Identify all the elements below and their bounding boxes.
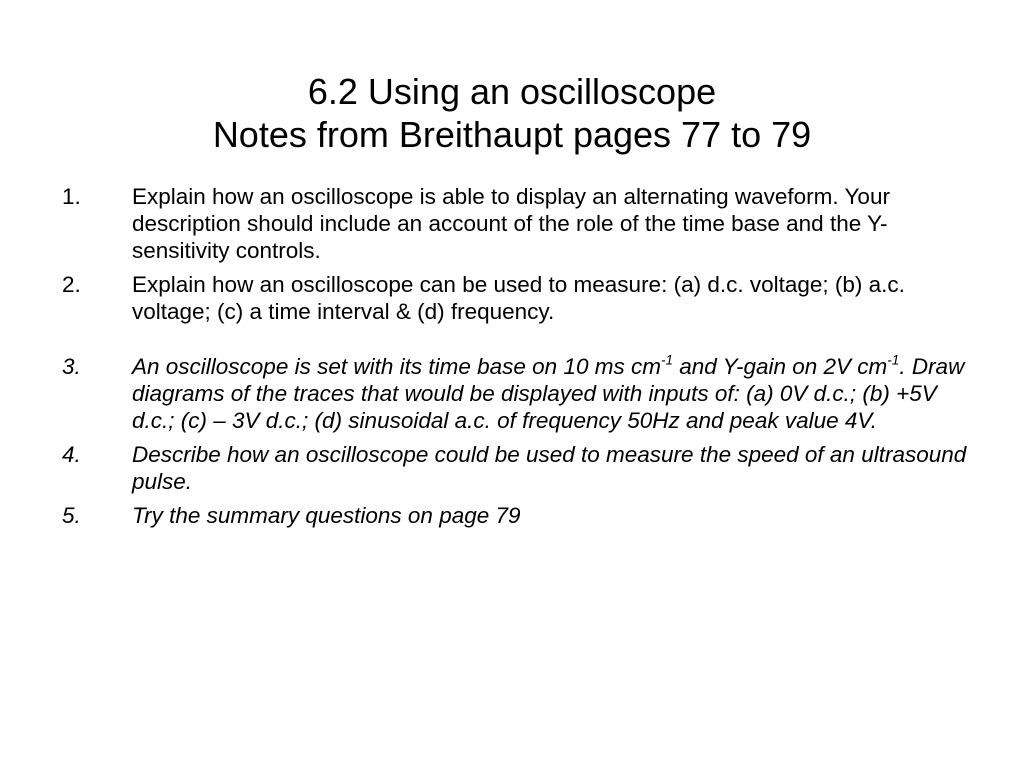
title-line-1: 6.2 Using an oscilloscope bbox=[307, 71, 717, 113]
item-number: 4. bbox=[62, 442, 81, 467]
question-list bbox=[62, 183, 982, 536]
title-line-2: Notes from Breithaupt pages 77 to 79 bbox=[212, 114, 812, 156]
item-number: 2. bbox=[62, 272, 81, 297]
item-number: 5. bbox=[62, 503, 81, 528]
item-text: Explain how an oscilloscope is able to display an alternating waveform. Your description should include an account of the role of the time base and the Y-sensitivity controls. bbox=[132, 184, 890, 263]
list-item-3 bbox=[62, 353, 982, 434]
list-item-4 bbox=[62, 441, 982, 495]
item-text-part: . Draw diagrams of the traces that would be displayed with inputs of: (a) 0V d.c.; (b) +5V d.c.; (c) – 3V d.c.; (d) sinusoidal a.c. of frequency 50Hz and peak value 4V. bbox=[132, 354, 965, 433]
slide-title bbox=[0, 70, 1024, 156]
list-item-1 bbox=[62, 183, 982, 264]
item-text: Explain how an oscilloscope can be used to measure: (a) d.c. voltage; (b) a.c. voltage; (c) a time interval & (d) frequency. bbox=[132, 272, 905, 324]
item-number: 3. bbox=[62, 354, 81, 379]
superscript: -1 bbox=[660, 352, 673, 368]
item-text-part: An oscilloscope is set with its time base on 10 ms cm bbox=[132, 354, 661, 379]
item-text-part: and Y-gain on 2V cm bbox=[672, 354, 888, 379]
item-number: 1. bbox=[62, 184, 81, 209]
superscript: -1 bbox=[887, 352, 900, 368]
list-item-2 bbox=[62, 271, 982, 325]
list-item-5 bbox=[62, 502, 982, 529]
item-text: Describe how an oscilloscope could be used to measure the speed of an ultrasound pulse. bbox=[132, 442, 967, 494]
item-text bbox=[132, 353, 982, 434]
item-text: Try the summary questions on page 79 bbox=[132, 503, 521, 528]
